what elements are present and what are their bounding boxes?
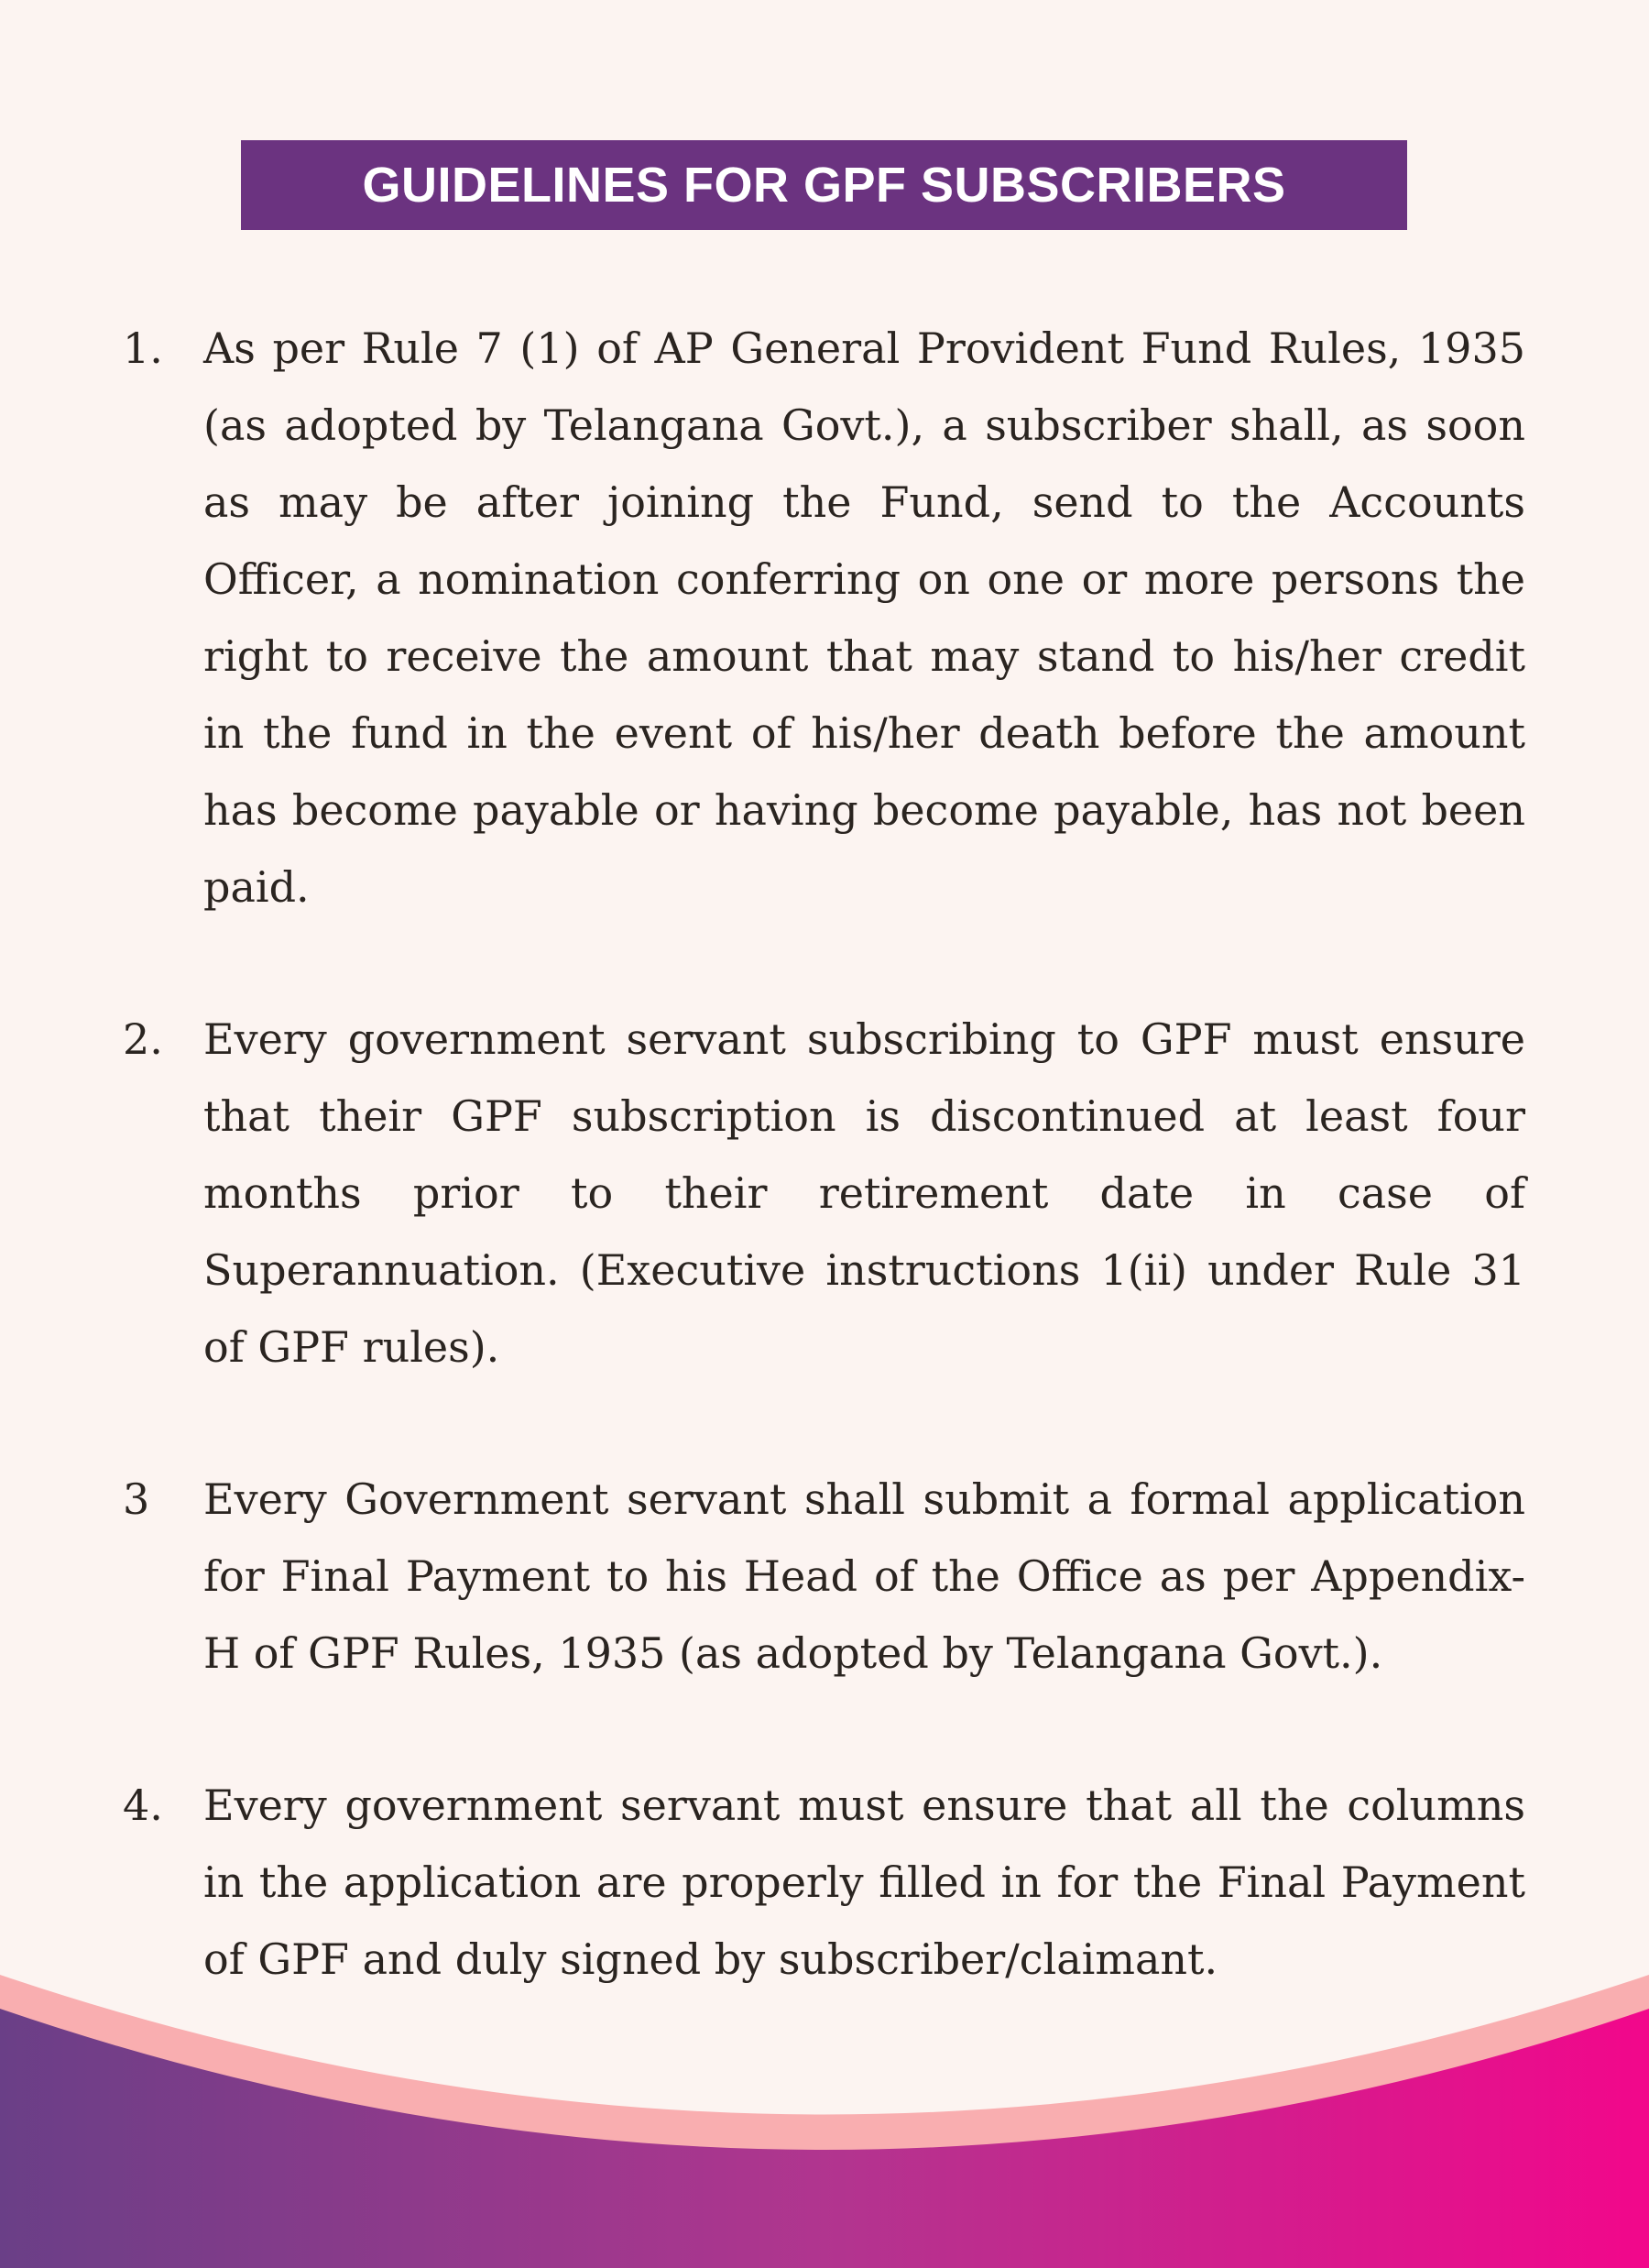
guideline-text: Every government servant must ensure that all the columns in the application are properly filled in for the Final Payment of GPF and duly signed by subscriber/claimant. [203,1780,1525,1984]
decorative-wave-footer [0,1961,1649,2268]
page-title: GUIDELINES FOR GPF SUBSCRIBERS [362,158,1286,213]
guideline-text: Every Government servant shall submit a formal application for Final Payment to his Head of the Office as per Appendix-H of GPF Rules, 1935 (as adopted by Telangana Govt.). [203,1474,1525,1678]
guideline-number: 4. [123,1780,163,1830]
guideline-item [119,1461,1525,1692]
guidelines-list [119,310,1525,1998]
guideline-number: 2. [123,1014,163,1064]
guideline-text: Every government servant subscribing to GPF must ensure that their GPF subscription is discontinued at least four months prior to their retirement date in case of Superannuation. (Executive instructions 1(ii) under Rule 31 of GPF rules). [203,1014,1525,1372]
guideline-item [119,1001,1525,1386]
guideline-number: 1. [123,323,163,373]
title-banner [241,140,1407,230]
guideline-number: 3 [123,1474,150,1524]
guideline-item [119,310,1525,926]
guideline-text: As per Rule 7 (1) of AP General Provident Fund Rules, 1935 (as adopted by Telangana Govt.), a subscriber shall, as soon as may be after joining the Fund, send to the Accounts Officer, a nomination conferring on one or more persons the right to receive the amount that may stand to his/her credit in the fund in the event of his/her death before the amount has become payable or having become payable, has not been paid. [203,323,1525,912]
